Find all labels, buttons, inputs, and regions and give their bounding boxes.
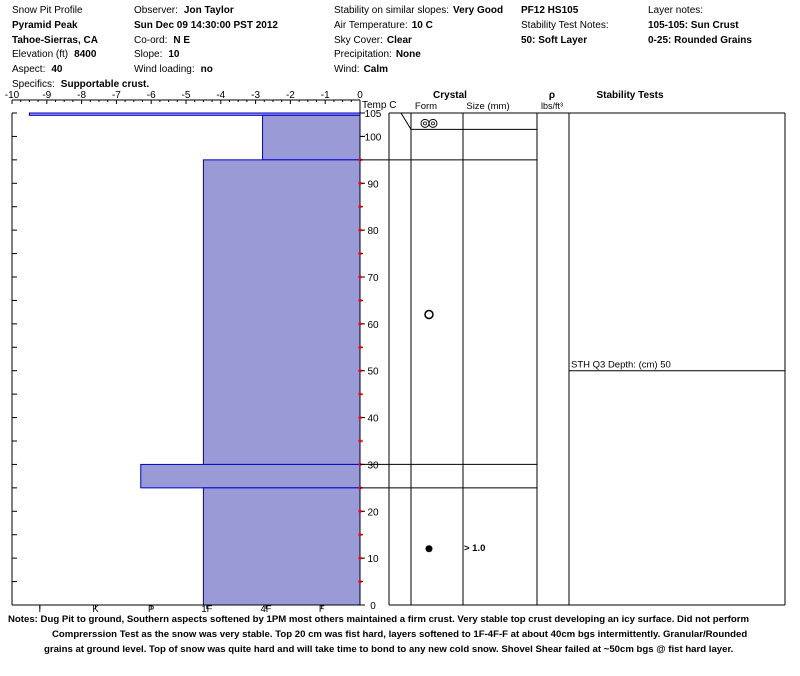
header-value: no: [200, 64, 213, 76]
header-label: Stability on similar slopes:: [334, 5, 450, 16]
header-label: Layer notes:: [648, 5, 704, 16]
height-tick-label-10: 100: [364, 132, 382, 144]
temp-marker-16: [358, 533, 361, 536]
temp-marker-2: [358, 205, 361, 208]
hardness-layer-3: [141, 464, 360, 487]
temp-tick-label-7: -3: [251, 90, 261, 101]
hardness-tick-label-3: 1F: [201, 604, 213, 612]
header-value: Supportable crust.: [60, 79, 150, 90]
temp-axis-label: Temp C: [362, 100, 397, 111]
notes-label: Notes:: [8, 614, 38, 625]
height-tick-label-8: 80: [367, 226, 379, 238]
header-label: Co-ord:: [134, 34, 168, 46]
header-label: Elevation (ft): [12, 49, 69, 61]
header-label: Aspect:: [12, 64, 46, 76]
height-tick-label-9: 90: [367, 179, 379, 191]
header-value: 105-105: Sun Crust: [648, 19, 739, 31]
temp-marker-15: [358, 510, 361, 513]
temp-tick-label-6: -4: [216, 90, 226, 101]
header-value: PF12 HS105: [521, 5, 579, 16]
stability-title: Stability Tests: [596, 90, 664, 101]
temp-tick-label-8: -2: [285, 90, 295, 101]
height-tick-label-11: 105: [364, 109, 382, 120]
form-header: Form: [414, 101, 438, 112]
header-label: Specifics:: [12, 79, 55, 90]
temp-tick-label-3: -7: [111, 90, 121, 101]
header-value: Jon Taylor: [183, 5, 234, 16]
melt-freeze-icon: [421, 119, 429, 127]
notes-text-2: Comprerssion Test as the snow was very stable. Top 20 cm was fist hard, layers softened to 1F-4F-F at about 40cm bgs intermittently. Granular/Rounded: [52, 629, 748, 640]
temp-tick-label-9: -1: [320, 90, 330, 101]
hardness-layer-4: [203, 488, 360, 605]
temp-marker-6: [358, 299, 361, 302]
temp-marker-10: [358, 393, 361, 396]
height-tick-label-5: 50: [367, 366, 379, 378]
crystal-title: Crystal: [433, 90, 467, 101]
header-label: Snow Pit Profile: [12, 5, 83, 16]
header-value: 40: [51, 64, 63, 76]
header-value: N E: [173, 34, 191, 46]
temp-marker-18: [358, 580, 361, 583]
temp-marker-5: [358, 275, 361, 278]
rounded-grain-icon: [425, 310, 433, 318]
header-label: Precipitation:: [334, 49, 392, 61]
stability-label-0: STH Q3 Depth: (cm) 50: [571, 359, 671, 371]
header-value: Pyramid Peak: [12, 19, 78, 31]
hardness-tick-label-5: F: [318, 604, 325, 612]
hardness-tick-label-4: 4F: [260, 604, 272, 612]
crystal-size-label: > 1.0: [464, 542, 486, 554]
header-value: Calm: [363, 64, 389, 76]
header-value: Tahoe-Sierras, CA: [12, 34, 98, 46]
hardness-tick-label-0: I: [38, 604, 42, 612]
header-value: Very Good: [453, 5, 504, 16]
temp-marker-12: [358, 439, 361, 442]
temp-tick-label-2: -8: [77, 90, 87, 101]
size-header: Size (mm): [466, 101, 510, 112]
melt-freeze-icon-inner: [424, 122, 427, 125]
stability-panel: [569, 90, 785, 371]
temp-marker-4: [358, 252, 361, 255]
header-label: Slope:: [134, 49, 163, 61]
rho-symbol: ρ: [548, 90, 556, 101]
notes-line-2: [8, 627, 794, 642]
melt-freeze-icon-inner: [432, 122, 435, 125]
header-value: 10 C: [411, 19, 433, 31]
notes-line-3: [8, 642, 794, 657]
melt-freeze-icon: [429, 119, 437, 127]
header-label: Wind loading:: [134, 64, 195, 76]
temp-tick-label-0: -10: [4, 90, 20, 101]
height-tick-label-2: 20: [367, 507, 379, 519]
temp-marker-17: [358, 557, 361, 560]
header-label: Sky Cover:: [334, 34, 383, 46]
header-label: Stability Test Notes:: [521, 19, 609, 31]
temp-marker-9: [358, 369, 361, 372]
height-tick-label-3: 30: [367, 460, 379, 472]
header-value: Sun Dec 09 14:30:00 PST 2012: [134, 19, 278, 31]
rho-unit: lbs/ft³: [540, 101, 564, 111]
height-tick-label-0: 0: [370, 601, 376, 612]
header-label: Observer:: [134, 5, 178, 16]
temp-tick-label-5: -5: [181, 90, 191, 101]
notes-text-1: Dug Pit to ground, Southern aspects softened by 1PM most others maintained a firm crust. Very stable top crust developing an icy surface. Did not perform: [40, 614, 749, 625]
temp-marker-1: [358, 182, 361, 185]
notes-line-1: [8, 612, 794, 627]
hardness-tick-label-2: P: [148, 604, 155, 612]
header-value: Clear: [386, 34, 412, 46]
height-tick-label-4: 40: [367, 413, 379, 425]
header-value: 8400: [74, 49, 97, 61]
temp-marker-8: [358, 346, 361, 349]
temp-marker-3: [358, 229, 361, 232]
height-tick-label-6: 60: [367, 319, 379, 331]
temp-tick-label-1: -9: [42, 90, 52, 101]
temp-marker-7: [358, 322, 361, 325]
temp-tick-label-4: -6: [146, 90, 156, 101]
header-value: 50: Soft Layer: [521, 34, 588, 46]
temp-tick-label-10: 0: [357, 90, 363, 101]
height-tick-label-7: 70: [367, 273, 379, 284]
notes-block: [8, 612, 794, 657]
header-value: 0-25: Rounded Grains: [648, 34, 752, 46]
header-value: None: [395, 49, 421, 61]
hardness-layer-2: [203, 160, 360, 465]
header-label: Air Temperature:: [334, 19, 408, 31]
hardness-profile: [29, 113, 360, 605]
height-tick-label-1: 10: [367, 554, 379, 566]
crystal-panel: [360, 90, 785, 605]
hardness-layer-1: [263, 115, 360, 160]
notes-text-3: grains at ground level. Top of snow was quite hard and will take time to bond to any new cold snow. Shovel Shear failed at ~50cm bgs @ fist hard layer.: [44, 644, 734, 655]
header-value: 10: [168, 49, 180, 61]
rounded-grain-filled-icon: [426, 545, 433, 552]
temp-marker-11: [358, 416, 361, 419]
hardness-tick-label-1: K: [92, 604, 99, 612]
header-label: Wind:: [334, 64, 360, 76]
